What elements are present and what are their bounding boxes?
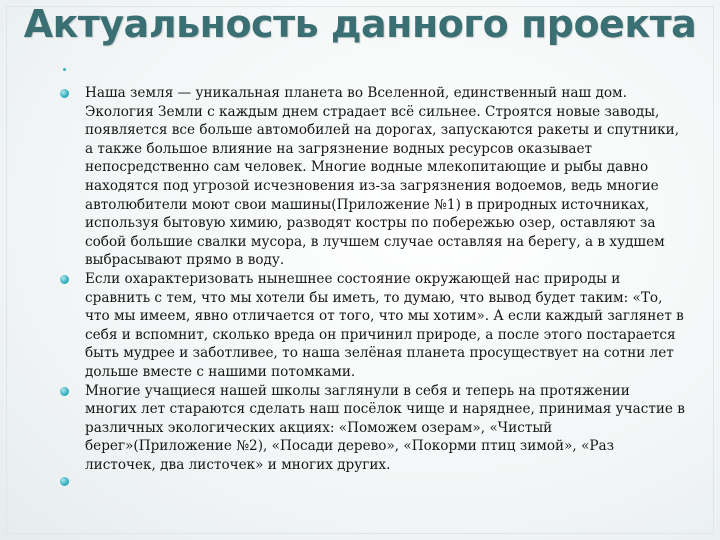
slide-title: Актуальность данного проекта: [23, 2, 697, 46]
bullet-list: [60, 84, 685, 488]
bullet-dot-icon: [60, 387, 69, 396]
bullet-item-1: [60, 84, 685, 270]
bullet-item-3: [60, 382, 685, 475]
stray-dot-marker: [63, 68, 66, 71]
bullet-item-2: [60, 270, 685, 382]
bullet-dot-icon: [60, 89, 69, 98]
bullet-dot-icon: [60, 275, 69, 284]
bullet-text-1: Наша земля — уникальная планета во Вселенной, единственный наш дом. Экология Земли с каждым днем страдает всё сильнее. Строятся новые заводы, появляется все больше автомобилей на дорогах, запускаются ракеты и спутники, а также большое влияние на загрязнение водных ресурсов оказывает непосредственно сам человек. Многие водные млекопитающие и рыбы давно находятся под угрозой исчезновения из-за загрязнения водоемов, ведь многие автолюбители моют свои машины(Приложение №1) в природных источниках, используя бытовую химию, разводят костры по побережью озер, оставляют за собой большие свалки мусора, в лучшем случае оставляя на берегу, а в худшем выбрасывают прямо в воду.: [85, 85, 680, 269]
bullet-text-3: Многие учащиеся нашей школы заглянули в себя и теперь на протяжении многих лет стараются сделать наш посёлок чище и наряднее, принимая участие в различных экологических акциях: «Поможем озерам», «Чистый берег»(Приложение №2), «Посади дерево», «Покорми птиц зимой», «Раз листочек, два листочек» и многих других.: [85, 382, 685, 473]
bullet-dot-icon: [60, 477, 69, 486]
bullet-text-2: Если охарактеризовать нынешнее состояние окружающей нас природы и сравнить с тем, что мы хотели бы иметь, то думаю, что вывод будет таким: «То, что мы имеем, явно отличается от того, что мы хотим». А если каждый заглянет в себя и вспомнит, сколько вреда он причинил природе, а после этого постарается быть мудрее и заботливее, то наша зелёная планета просуществует на сотни лет дольше вместе с нашими потомками.: [85, 270, 684, 380]
bullet-item-empty: [60, 474, 685, 488]
